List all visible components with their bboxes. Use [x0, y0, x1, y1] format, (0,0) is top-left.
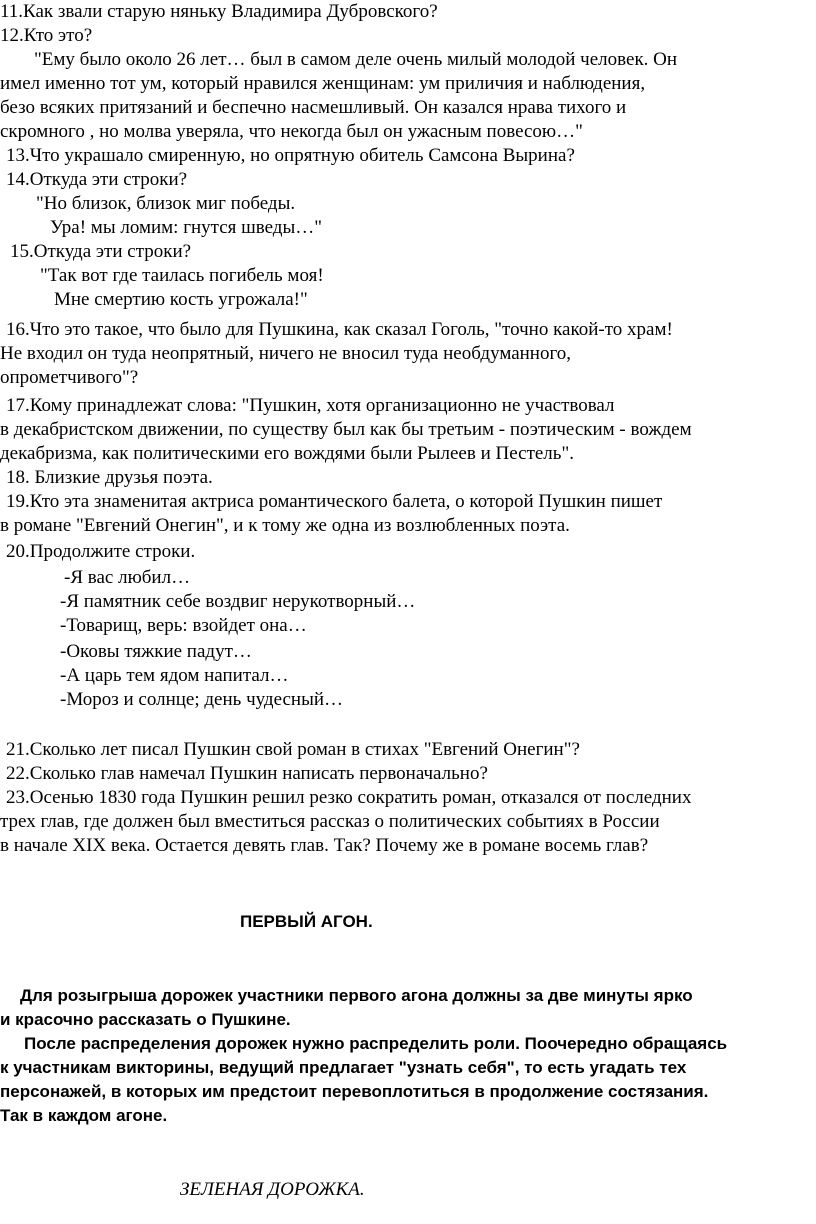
verse-line: "Но близок, близок миг победы.: [36, 193, 296, 214]
verse-prompt: -Мороз и солнце; день чудесный…: [60, 689, 344, 710]
instruction-line: После распределения дорожек нужно распределить роли. Поочередно обращаясь: [24, 1034, 728, 1053]
instruction-line: Так в каждом агоне.: [0, 1106, 168, 1125]
question-13: 13.Что украшало смиренную, но опрятную обитель Самсона Вырина?: [6, 145, 575, 166]
question-17: 17.Кому принадлежат слова: "Пушкин, хотя организационно не участвовал: [6, 395, 615, 416]
question-16: 16.Что это такое, что было для Пушкина, как сказал Гоголь, "точно какой-то храм!: [6, 319, 673, 340]
question-23: 23.Осенью 1830 года Пушкин решил резко сократить роман, отказался от последних: [6, 787, 692, 808]
question-15: 15.Откуда эти строки?: [10, 241, 192, 262]
instruction-line: и красочно рассказать о Пушкине.: [0, 1010, 291, 1029]
question-17-cont: декабризма, как политическими его вождями были Рылеев и Пестель".: [0, 443, 574, 464]
instruction-line: к участникам викторины, ведущий предлагает "узнать себя", то есть угадать тех: [0, 1058, 687, 1077]
instruction-line: персонажей, в которых им предстоит перевоплотиться в продолжение состязания.: [0, 1082, 709, 1101]
question-19: 19.Кто эта знаменитая актриса романтического балета, о которой Пушкин пишет: [6, 491, 663, 512]
verse-prompt: -Я памятник себе воздвиг нерукотворный…: [60, 591, 416, 612]
question-22: 22.Сколько глав намечал Пушкин написать первоначально?: [6, 763, 488, 784]
question-20: 20.Продолжите строки.: [6, 541, 196, 562]
question-11: 11.Как звали старую няньку Владимира Дубровского?: [0, 1, 438, 22]
verse-line: "Так вот где таилась погибель моя!: [40, 265, 324, 286]
question-19-cont: в романе "Евгений Онегин", и к тому же одна из возлюбленных поэта.: [0, 515, 570, 536]
subsection-heading: ЗЕЛЕНАЯ ДОРОЖКА.: [180, 1179, 365, 1200]
question-12: 12.Кто это?: [0, 25, 93, 46]
question-18: 18. Близкие друзья поэта.: [6, 467, 213, 488]
verse-prompt: -Я вас любил…: [64, 567, 191, 588]
verse-prompt: -А царь тем ядом напитал…: [60, 665, 289, 686]
question-23-cont: трех глав, где должен был вместиться рассказ о политических событиях в России: [0, 811, 660, 832]
quote-line: "Ему было около 26 лет… был в самом деле очень милый молодой человек. Он: [34, 49, 678, 70]
question-21: 21.Сколько лет писал Пушкин свой роман в стихах "Евгений Онегин"?: [6, 739, 580, 760]
verse-prompt: -Оковы тяжкие падут…: [60, 641, 252, 662]
quote-line: имел именно тот ум, который нравился женщинам: ум приличия и наблюдения,: [0, 73, 646, 94]
instruction-line: Для розыгрыша дорожек участники первого агона должны за две минуты ярко: [20, 986, 693, 1005]
verse-line: Мне смертию кость угрожала!": [54, 289, 308, 310]
quote-line: безо всяких притязаний и беспечно насмешливый. Он казался нрава тихого и: [0, 97, 627, 118]
question-16-cont: опрометчивого"?: [0, 367, 139, 388]
quote-line: скромного , но молва уверяла, что некогда был он ужасным повесою…": [0, 121, 583, 142]
verse-prompt: -Товарищ, верь: взойдет она…: [60, 615, 307, 636]
section-heading: ПЕРВЫЙ АГОН.: [240, 912, 373, 931]
verse-line: Ура! мы ломим: гнутся шведы…": [50, 217, 322, 238]
question-17-cont: в декабристском движении, по существу был как бы третьим - поэтическим - вождем: [0, 419, 692, 440]
question-14: 14.Откуда эти строки?: [6, 169, 188, 190]
question-23-cont: в начале XIX века. Остается девять глав. Так? Почему же в романе восемь глав?: [0, 835, 649, 856]
question-16-cont: Не входил он туда неопрятный, ничего не вносил туда необдуманного,: [0, 343, 572, 364]
